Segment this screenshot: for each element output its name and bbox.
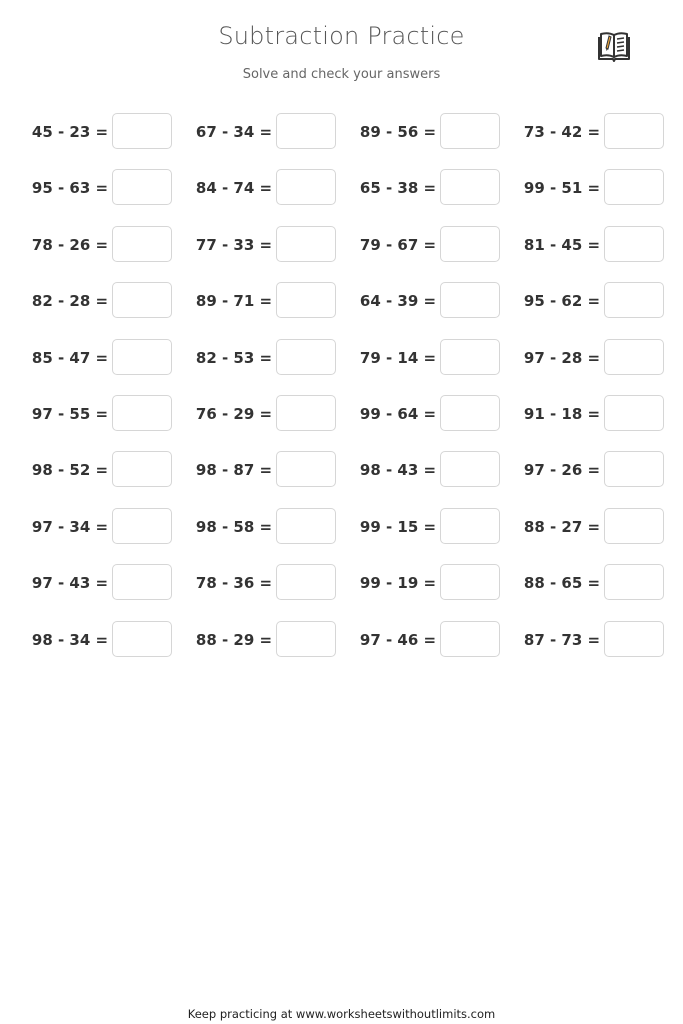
problem-item (522, 564, 683, 620)
problem-item (30, 451, 194, 507)
problem-item (358, 395, 522, 451)
answer-box[interactable] (276, 451, 336, 487)
problem-grid (30, 113, 670, 677)
problem-expression: 88 - 65 = (523, 574, 601, 593)
problem-expression: 82 - 53 = (195, 348, 273, 367)
problem-expression: 89 - 56 = (359, 123, 437, 141)
problem-expression: 97 - 55 = (31, 404, 109, 423)
problem-expression: 84 - 74 = (195, 179, 273, 198)
answer-box[interactable] (440, 564, 500, 600)
problem-item (30, 113, 194, 169)
footer-text: Keep practicing at www.worksheetswithoutlimits.com (187, 1007, 496, 1021)
problem-expression: 98 - 52 = (31, 461, 109, 480)
answer-box[interactable] (276, 508, 336, 544)
problem-expression: 77 - 33 = (195, 235, 273, 254)
problem-item (358, 169, 522, 225)
problem-expression: 98 - 58 = (195, 517, 273, 536)
answer-box[interactable] (112, 169, 172, 205)
answer-box[interactable] (276, 621, 336, 657)
problem-item (358, 564, 522, 620)
problem-item (522, 508, 683, 564)
problem-item (194, 621, 358, 677)
problem-expression: 67 - 34 = (195, 123, 273, 141)
answer-box[interactable] (604, 113, 664, 149)
answer-box[interactable] (604, 169, 664, 205)
answer-box[interactable] (112, 395, 172, 431)
answer-box[interactable] (112, 226, 172, 262)
answer-box[interactable] (604, 282, 664, 318)
problem-item (30, 508, 194, 564)
problem-item (30, 226, 194, 282)
problem-expression: 99 - 51 = (523, 179, 601, 198)
problem-item (522, 451, 683, 507)
problem-expression: 73 - 42 = (523, 123, 601, 141)
problem-item (194, 508, 358, 564)
problem-expression: 45 - 23 = (31, 123, 109, 141)
problem-item (358, 226, 522, 282)
problem-item (194, 226, 358, 282)
problem-expression: 89 - 71 = (195, 292, 273, 311)
problem-expression: 97 - 43 = (31, 574, 109, 593)
answer-box[interactable] (276, 282, 336, 318)
problem-expression: 98 - 43 = (359, 461, 437, 480)
problem-item (522, 339, 683, 395)
answer-box[interactable] (440, 226, 500, 262)
answer-box[interactable] (276, 113, 336, 149)
answer-box[interactable] (440, 395, 500, 431)
problem-item (522, 282, 683, 338)
page-title: Subtraction Practice (218, 22, 465, 50)
answer-box[interactable] (604, 395, 664, 431)
answer-box[interactable] (604, 451, 664, 487)
answer-box[interactable] (604, 508, 664, 544)
problem-item (358, 282, 522, 338)
problem-expression: 97 - 34 = (31, 517, 109, 536)
problem-expression: 95 - 62 = (523, 292, 601, 311)
problem-item (358, 339, 522, 395)
problem-item (522, 169, 683, 225)
problem-item (358, 621, 522, 677)
problem-item (30, 169, 194, 225)
answer-box[interactable] (440, 113, 500, 149)
answer-box[interactable] (440, 451, 500, 487)
problem-item (522, 395, 683, 451)
problem-item (30, 395, 194, 451)
problem-expression: 76 - 29 = (195, 404, 273, 423)
problem-expression: 78 - 36 = (195, 574, 273, 593)
problem-expression: 85 - 47 = (31, 348, 109, 367)
problem-item (30, 564, 194, 620)
answer-box[interactable] (604, 621, 664, 657)
problem-expression: 98 - 34 = (31, 630, 109, 649)
problem-item (30, 621, 194, 677)
problem-expression: 79 - 67 = (359, 235, 437, 254)
problem-expression: 78 - 26 = (31, 235, 109, 254)
problem-expression: 87 - 73 = (523, 630, 601, 649)
problem-expression: 99 - 19 = (359, 574, 437, 593)
problem-item (194, 395, 358, 451)
problem-expression: 99 - 64 = (359, 404, 437, 423)
answer-box[interactable] (276, 564, 336, 600)
problem-item (194, 564, 358, 620)
problem-item (194, 451, 358, 507)
answer-box[interactable] (276, 169, 336, 205)
problem-expression: 95 - 63 = (31, 179, 109, 198)
problem-expression: 64 - 39 = (359, 292, 437, 311)
answer-box[interactable] (112, 564, 172, 600)
answer-box[interactable] (276, 339, 336, 375)
problem-item (522, 621, 683, 677)
answer-box[interactable] (112, 113, 172, 149)
problem-expression: 91 - 18 = (523, 404, 601, 423)
problem-expression: 97 - 28 = (523, 348, 601, 367)
answer-box[interactable] (276, 395, 336, 431)
answer-box[interactable] (440, 282, 500, 318)
answer-box[interactable] (276, 226, 336, 262)
answer-box[interactable] (604, 339, 664, 375)
problem-expression: 88 - 27 = (523, 517, 601, 536)
problem-item (522, 113, 683, 169)
answer-box[interactable] (112, 339, 172, 375)
problem-expression: 88 - 29 = (195, 630, 273, 649)
problem-expression: 65 - 38 = (359, 179, 437, 198)
answer-box[interactable] (112, 621, 172, 657)
problem-item (194, 113, 358, 169)
answer-box[interactable] (604, 226, 664, 262)
page-subtitle: Solve and check your answers (242, 67, 441, 82)
problem-item (30, 339, 194, 395)
answer-box[interactable] (440, 621, 500, 657)
problem-item (522, 226, 683, 282)
answer-box[interactable] (112, 282, 172, 318)
problem-expression: 98 - 87 = (195, 461, 273, 480)
problem-item (358, 508, 522, 564)
book-pencil-icon (596, 29, 632, 63)
answer-box[interactable] (112, 451, 172, 487)
problem-expression: 97 - 46 = (359, 630, 437, 649)
problem-expression: 81 - 45 = (523, 235, 601, 254)
problem-item (358, 113, 522, 169)
problem-expression: 79 - 14 = (359, 348, 437, 367)
problem-item (194, 169, 358, 225)
problem-item (194, 282, 358, 338)
problem-expression: 82 - 28 = (31, 292, 109, 311)
problem-expression: 99 - 15 = (359, 517, 437, 536)
problem-item (194, 339, 358, 395)
problem-item (358, 451, 522, 507)
answer-box[interactable] (440, 508, 500, 544)
answer-box[interactable] (440, 169, 500, 205)
answer-box[interactable] (440, 339, 500, 375)
problem-expression: 97 - 26 = (523, 461, 601, 480)
answer-box[interactable] (604, 564, 664, 600)
problem-item (30, 282, 194, 338)
answer-box[interactable] (112, 508, 172, 544)
